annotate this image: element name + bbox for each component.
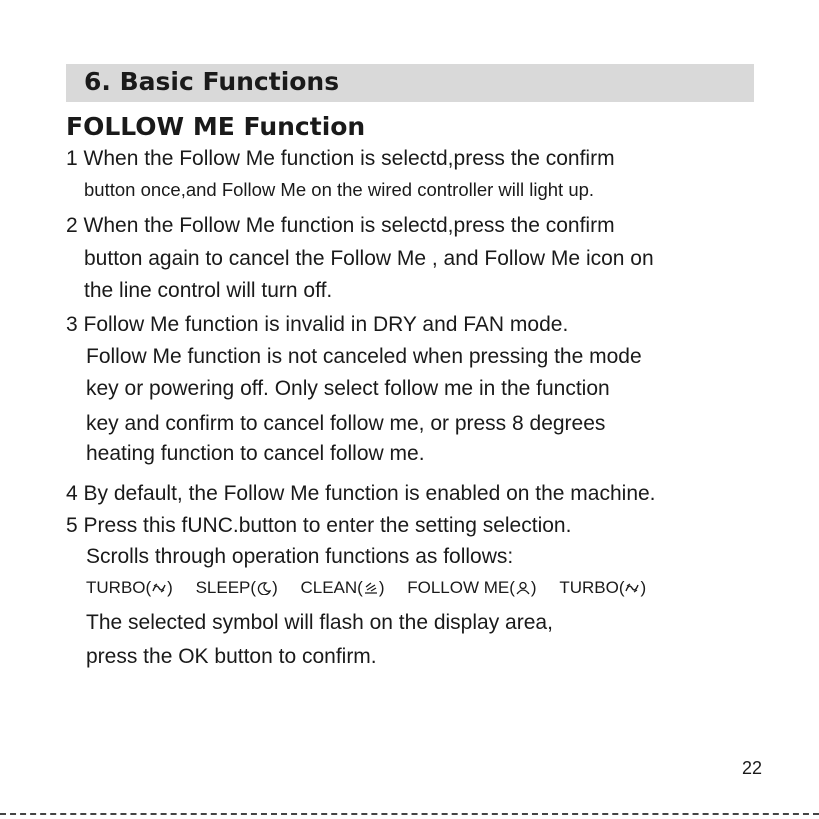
text-line: 2 When the Follow Me function is selectd,press the confirm bbox=[66, 214, 615, 237]
text-line: key and confirm to cancel follow me, or press 8 degrees bbox=[86, 412, 606, 435]
section-title: 6. Basic Functions bbox=[84, 67, 340, 96]
text-line: 3 Follow Me function is invalid in DRY and FAN mode. bbox=[66, 313, 569, 336]
turbo-icon bbox=[151, 580, 167, 594]
text-line: heating function to cancel follow me. bbox=[86, 442, 425, 465]
text-line: key or powering off. Only select follow me in the function bbox=[86, 377, 610, 400]
mode-clean: CLEAN( ) bbox=[300, 578, 385, 597]
mode-sleep: SLEEP( ) bbox=[195, 578, 278, 597]
clean-icon bbox=[363, 580, 379, 594]
function-title: FOLLOW ME Function bbox=[66, 112, 366, 141]
mode-follow-me: FOLLOW ME( ) bbox=[407, 578, 537, 597]
mode-turbo: TURBO( ) bbox=[86, 578, 173, 597]
text-line: The selected symbol will flash on the display area, bbox=[86, 611, 553, 634]
text-line: the line control will turn off. bbox=[84, 279, 333, 302]
page-number: 22 bbox=[741, 758, 762, 778]
follow-me-icon bbox=[515, 580, 531, 594]
section-header-bar bbox=[66, 64, 754, 102]
mode-sequence bbox=[86, 578, 664, 598]
sleep-icon bbox=[256, 580, 272, 594]
text-line: 4 By default, the Follow Me function is enabled on the machine. bbox=[66, 482, 656, 505]
mode-turbo-repeat: TURBO( ) bbox=[559, 578, 647, 597]
text-line: Scrolls through operation functions as follows: bbox=[86, 545, 514, 568]
text-line: 5 Press this fUNC.button to enter the setting selection. bbox=[66, 514, 572, 537]
text-line: button once,and Follow Me on the wired controller will light up. bbox=[84, 179, 595, 200]
text-line: Follow Me function is not canceled when pressing the mode bbox=[86, 345, 642, 368]
text-line: button again to cancel the Follow Me , and Follow Me icon on bbox=[84, 247, 654, 270]
text-line: press the OK button to confirm. bbox=[86, 645, 377, 668]
text-line: 1 When the Follow Me function is selectd,press the confirm bbox=[66, 147, 615, 170]
footer-divider bbox=[0, 813, 819, 815]
turbo-icon bbox=[624, 580, 640, 594]
